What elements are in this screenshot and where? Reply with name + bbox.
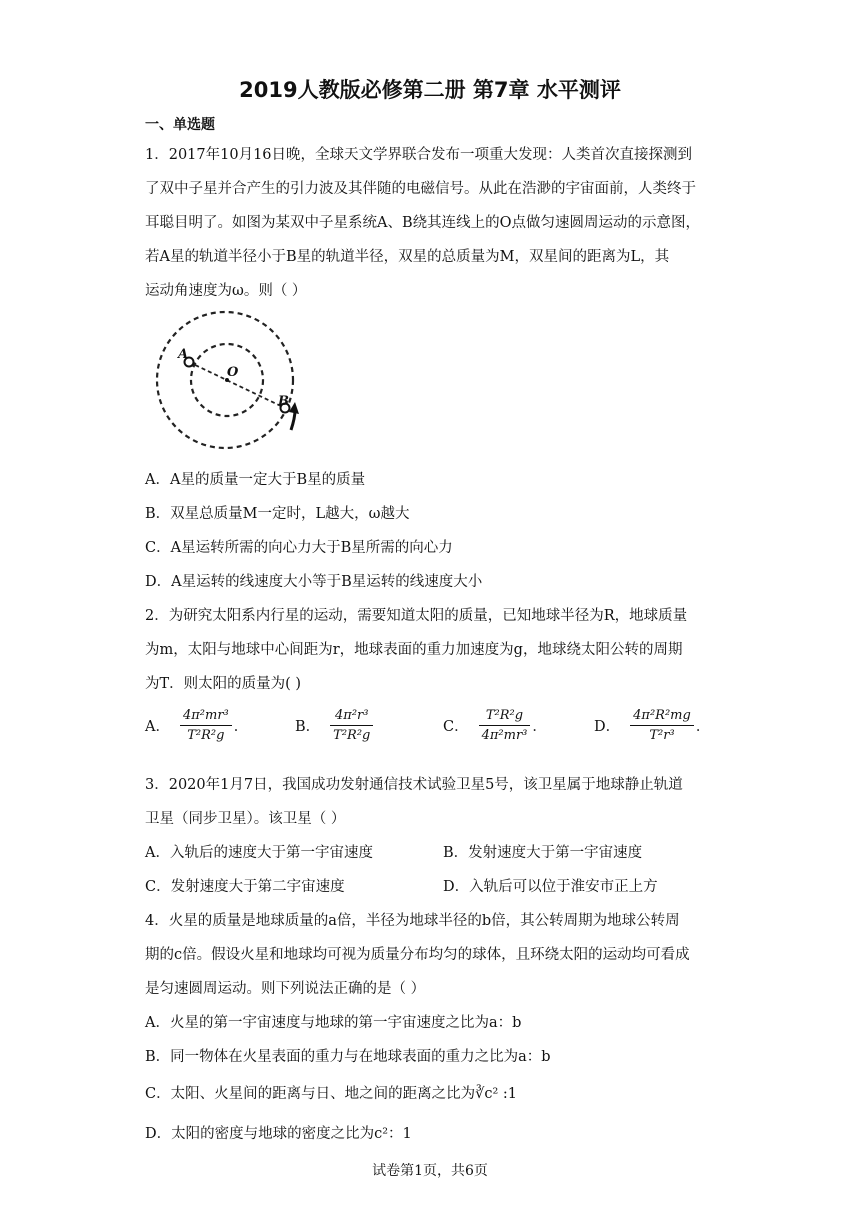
q2-option-c-fraction: $\frac{\text{T²R²g}}{\text{4π²mr³}}$ <box>479 708 531 743</box>
q3-option-b[interactable]: B．发射速度大于第一宇宙速度 <box>443 845 643 861</box>
q2-line-3: 为T．则太阳的质量为( ) <box>145 676 302 692</box>
q4-option-c[interactable]: C．太阳、火星间的距离与日、地之间的距离之比为∛c² :1 <box>145 1086 517 1102</box>
q1-line-4: 若A星的轨道半径小于B星的轨道半径，双星的总质量为M，双星间的距离为L，其 <box>145 249 670 265</box>
label-a: A <box>178 347 189 362</box>
q2-line-1: 2．为研究太阳系内行星的运动，需要知道太阳的质量，已知地球半径为R，地球质量 <box>145 608 688 624</box>
q4-option-d[interactable]: D．太阳的密度与地球的密度之比为c²：1 <box>145 1126 412 1142</box>
q2-option-a-fraction: $\frac{\text{4π²mr³}}{\text{T²R²g}}$ <box>180 708 232 743</box>
page-title: 2019人教版必修第二册 第7章 水平测评 <box>239 78 621 102</box>
q1-line-2: 了双中子星并合产生的引力波及其伴随的电磁信号。从此在浩渺的宇宙面前，人类终于 <box>145 181 696 197</box>
q2-option-d-fraction: $\frac{\text{4π²R²mg}}{\text{T²r³}}$ <box>630 708 694 743</box>
q2-line-2: 为m，太阳与地球中心间距为r，地球表面的重力加速度为g，地球绕太阳公转的周期 <box>145 642 683 658</box>
q3-option-d[interactable]: D．入轨后可以位于淮安市正上方 <box>443 879 658 895</box>
q3-line-1: 3．2020年1月7日，我国成功发射通信技术试验卫星5号，该卫星属于地球静止轨道 <box>145 777 683 793</box>
q1-line-3: 耳聪目明了。如图为某双中子星系统A、B绕其连线上的O点做匀速圆周运动的示意图， <box>145 215 701 231</box>
q4-line-2: 期的c倍。假设火星和地球均可视为质量分布均匀的球体，且环绕太阳的运动均可看成 <box>145 947 690 963</box>
q2-option-b-fraction: $\frac{\text{4π²r³}}{\text{T²R²g}}$ <box>330 708 373 743</box>
section-heading: 一、单选题 <box>145 117 215 133</box>
label-b: B <box>278 394 289 409</box>
q3-option-c[interactable]: C．发射速度大于第二宇宙速度 <box>145 879 345 895</box>
q1-option-b[interactable]: B．双星总质量M一定时，L越大，ω越大 <box>145 506 410 522</box>
page-footer: 试卷第1页，共6页 <box>372 1163 488 1179</box>
q4-option-a[interactable]: A．火星的第一宇宙速度与地球的第一宇宙速度之比为a：b <box>145 1015 522 1031</box>
q1-option-a[interactable]: A．A星的质量一定大于B星的质量 <box>145 472 366 488</box>
q4-line-1: 4．火星的质量是地球质量的a倍，半径为地球半径的b倍，其公转周期为地球公转周 <box>145 913 680 929</box>
q1-line-5: 运动角速度为ω。则（ ） <box>145 283 307 299</box>
q3-line-2: 卫星（同步卫星）。该卫星（ ） <box>145 811 346 827</box>
q2-option-a[interactable]: A． $\frac{\text{4π²mr³}}{\text{T²R²g}}$ ． <box>145 708 249 743</box>
q4-line-3: 是匀速圆周运动。则下列说法正确的是（ ） <box>145 981 426 997</box>
q2-option-c[interactable]: C． $\frac{\text{T²R²g}}{\text{4π²mr³}}$ ． <box>443 708 547 743</box>
binary-star-orbit-diagram <box>145 308 305 458</box>
label-o: O <box>227 365 239 380</box>
q1-option-c[interactable]: C．A星运转所需的向心力大于B星所需的向心力 <box>145 540 453 556</box>
q1-line-1: 1．2017年10月16日晚，全球天文学界联合发布一项重大发现：人类首次直接探测到 <box>145 147 693 163</box>
q2-option-d[interactable]: D． $\frac{\text{4π²R²mg}}{\text{T²r³}}$ ． <box>594 708 711 743</box>
q1-option-d[interactable]: D．A星运转的线速度大小等于B星运转的线速度大小 <box>145 574 483 590</box>
q2-option-b[interactable]: B． $\frac{\text{4π²r³}}{\text{T²R²g}}$ <box>295 708 375 743</box>
q4-option-b[interactable]: B．同一物体在火星表面的重力与在地球表面的重力之比为a：b <box>145 1049 551 1065</box>
q3-option-a[interactable]: A．入轨后的速度大于第一宇宙速度 <box>145 845 373 861</box>
